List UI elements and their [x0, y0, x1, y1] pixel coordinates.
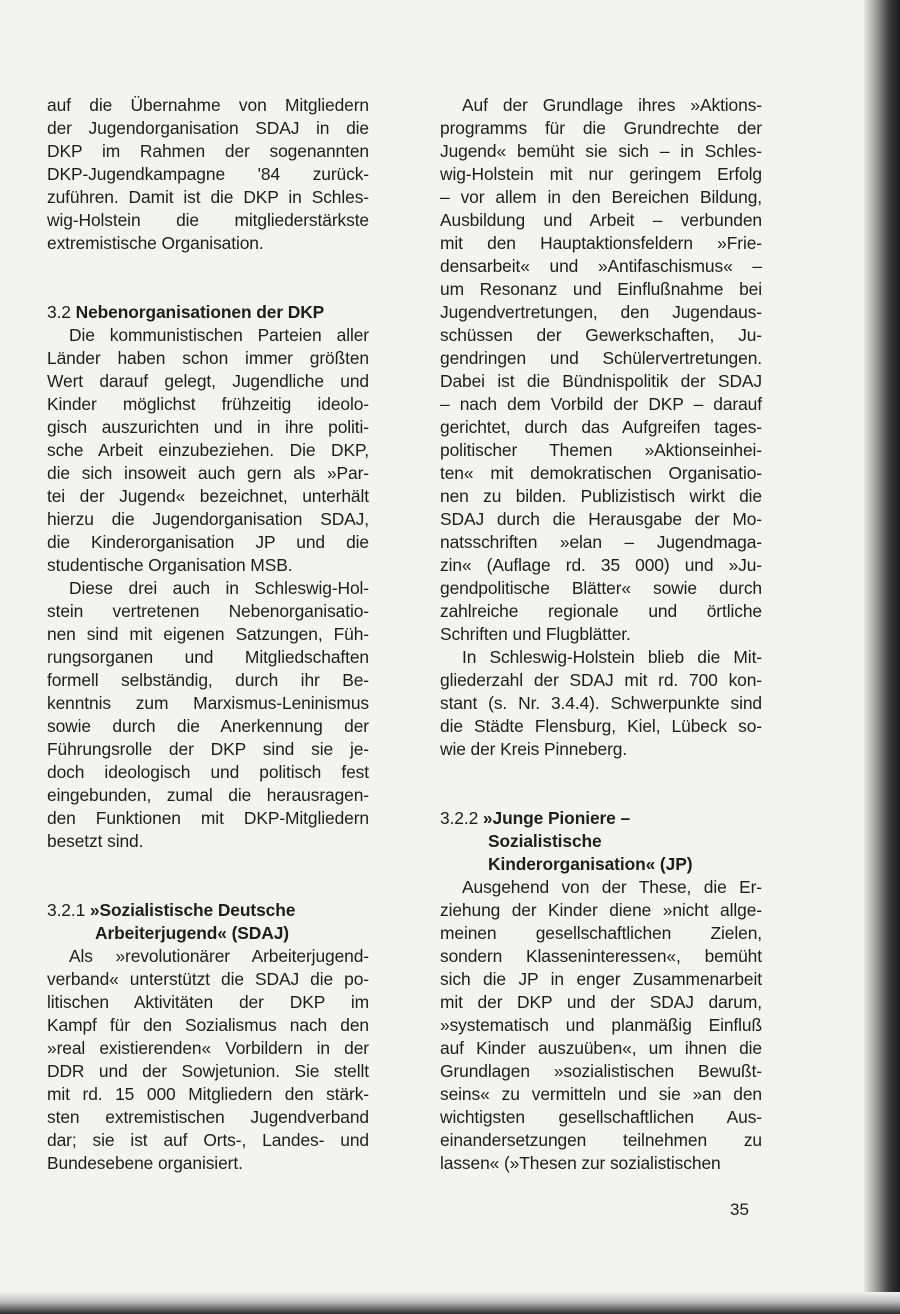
subsection-title-line-2: Arbeiterjugend« (SDAJ) [95, 923, 289, 943]
text-line: Länder haben schon immer größten [47, 348, 369, 368]
subsection-heading-jp [440, 807, 762, 876]
text-line: wig-Holstein mit nur geringem Erfolg [440, 164, 762, 184]
text-line: doch ideologisch und politisch fest [47, 762, 369, 782]
subsection-number: 3.2.1 [47, 900, 86, 920]
text-line: DKP-Jugendkampagne '84 zurück- [47, 164, 369, 184]
text-line: extremistische Organisation. [47, 233, 264, 253]
text-line: Die kommunistischen Parteien aller [69, 325, 369, 345]
text-line: formell selbständig, durch ihr Be- [47, 670, 369, 690]
text-line: Jugendvertretungen, den Jugendaus- [440, 302, 762, 322]
text-line: In Schleswig-Holstein blieb die Mit- [462, 647, 762, 667]
text-line: sche Arbeit einzubeziehen. Die DKP, [47, 440, 369, 460]
text-line: zahlreiche regionale und örtliche [440, 601, 762, 621]
text-line: stant (s. Nr. 3.4.4). Schwerpunkte sind [440, 693, 762, 713]
text-line: gendringen und Schülervertretungen. [440, 348, 762, 368]
text-line: auf die Übernahme von Mitgliedern [47, 95, 369, 115]
text-line: studentische Organisation MSB. [47, 555, 293, 575]
right-column [440, 94, 762, 1175]
text-line: sondern Klasseninteressen«, bemüht [440, 946, 762, 966]
text-line: – vor allem in den Bereichen Bildung, [440, 187, 762, 207]
text-line: den Funktionen mit DKP-Mitgliedern [47, 808, 369, 828]
text-line: Dabei ist die Bündnispolitik der SDAJ [440, 371, 762, 391]
text-line: schüssen der Gewerkschaften, Ju- [440, 325, 762, 345]
text-line: – nach dem Vorbild der DKP – darauf [440, 394, 762, 414]
page-number: 35 [730, 1200, 749, 1219]
text-line: zin« (Auflage rd. 35 000) und »Ju- [440, 555, 762, 575]
text-line: der Jugendorganisation SDAJ in die [47, 118, 369, 138]
text-line: SDAJ durch die Herausgabe der Mo- [440, 509, 762, 529]
text-line: Schriften und Flugblätter. [440, 624, 631, 644]
text-line: Ausgehend von der These, die Er- [462, 877, 762, 897]
text-line: verband« unterstützt die SDAJ die po- [47, 969, 369, 989]
left-column [47, 94, 369, 1175]
jp-paragraph [440, 876, 762, 1175]
text-line: Bundesebene organisiert. [47, 1153, 243, 1173]
text-line: densarbeit« und »Antifaschismus« – [440, 256, 762, 276]
text-line: politischer Themen »Aktionseinhei- [440, 440, 762, 460]
text-line: eingebunden, zumal die herausragen- [47, 785, 369, 805]
text-line: mit der DKP und der SDAJ darum, [440, 992, 762, 1012]
subsection-title-line-1: »Sozialistische Deutsche [89, 900, 296, 920]
text-line: gendpolitische Blätter« sowie durch [440, 578, 762, 598]
text-line: dar; sie ist auf Orts-, Landes- und [47, 1130, 369, 1150]
sdaj-continued-paragraph [440, 94, 762, 646]
text-line: die Städte Flensburg, Kiel, Lübeck so- [440, 716, 762, 736]
text-line: wig-Holstein die mitgliederstärkste [47, 210, 369, 230]
text-line: Wert darauf gelegt, Jugendliche und [47, 371, 369, 391]
text-line: meinen gesellschaftlichen Zielen, [440, 923, 762, 943]
text-line: zuführen. Damit ist die DKP in Schles- [47, 187, 369, 207]
text-line: Ausbildung und Arbeit – verbunden [440, 210, 762, 230]
text-line: gisch auszurichten und in ihre politi- [47, 417, 369, 437]
text-line: wichtigsten gesellschaftlichen Aus- [440, 1107, 762, 1127]
jp-title-line-2: Sozialistische [488, 831, 602, 851]
text-line: ziehung der Kinder diene »nicht allge- [440, 900, 762, 920]
sdaj-membership-paragraph [440, 646, 762, 761]
jp-title-line-3: Kinderorganisation« (JP) [488, 854, 693, 874]
text-line: stein vertretenen Nebenorganisatio- [47, 601, 369, 621]
text-line: »systematisch und planmäßig Einfluß [440, 1015, 762, 1035]
text-line: natsschriften »elan – Jugendmaga- [440, 532, 762, 552]
section-paragraph-1 [47, 324, 369, 577]
text-line: hierzu die Jugendorganisation SDAJ, [47, 509, 369, 529]
text-line: lassen« (»Thesen zur sozialistischen [440, 1153, 721, 1173]
page-binding-shadow-right [864, 0, 900, 1314]
section-number: 3.2 [47, 302, 71, 322]
section-heading [47, 301, 369, 324]
text-line: nen zu bilden. Publizistisch wirkt die [440, 486, 762, 506]
text-line: die Kinderorganisation JP und die [47, 532, 369, 552]
text-line: Grundlagen »sozialistischen Bewußt- [440, 1061, 762, 1081]
text-line: wie der Kreis Pinneberg. [440, 739, 628, 759]
subsection-heading-sdaj [47, 899, 369, 945]
text-line: gerichtet, durch das Aufgreifen tages- [440, 417, 762, 437]
text-line: kenntnis zum Marxismus-Leninismus [47, 693, 369, 713]
text-line: rungsorganen und Mitgliedschaften [47, 647, 369, 667]
text-line: Kampf für den Sozialismus nach den [47, 1015, 369, 1035]
section-title: Nebenorganisationen der DKP [75, 302, 325, 322]
text-line: mit rd. 15 000 Mitgliedern den stärk- [47, 1084, 369, 1104]
text-line: tei der Jugend« bezeichnet, unterhält [47, 486, 369, 506]
text-line: nen sind mit eigenen Satzungen, Füh- [47, 624, 369, 644]
text-line: Auf der Grundlage ihres »Aktions- [462, 95, 762, 115]
text-line: sich die JP in enger Zusammenarbeit [440, 969, 762, 989]
text-line: seins« zu vermitteln und sie »an den [440, 1084, 762, 1104]
text-line: ten« mit demokratischen Organisatio- [440, 463, 762, 483]
section-paragraph-2 [47, 577, 369, 853]
text-line: Als »revolutionärer Arbeiterjugend- [69, 946, 369, 966]
text-line: »real existierenden« Vorbildern in der [47, 1038, 369, 1058]
text-line: um Resonanz und Einflußnahme bei [440, 279, 762, 299]
text-line: auf Kinder auszuüben«, um ihnen die [440, 1038, 762, 1058]
text-line: Führungsrolle der DKP sind sie je- [47, 739, 369, 759]
text-line: Kinder möglichst frühzeitig ideolo- [47, 394, 369, 414]
text-line: besetzt sind. [47, 831, 144, 851]
text-line: Diese drei auch in Schleswig-Hol- [69, 578, 369, 598]
text-line: die sich insoweit auch gern als »Par- [47, 463, 369, 483]
intro-paragraph [47, 94, 369, 255]
text-line: sowie durch die Anerkennung der [47, 716, 369, 736]
jp-title-line-1: »Junge Pioniere – [482, 808, 631, 828]
text-line: einandersetzungen teilnehmen zu [440, 1130, 762, 1150]
text-line: gliederzahl der SDAJ mit rd. 700 kon- [440, 670, 762, 690]
text-line: sten extremistischen Jugendverband [47, 1107, 369, 1127]
subsection-number-jp: 3.2.2 [440, 808, 479, 828]
text-line: DDR und der Sowjetunion. Sie stellt [47, 1061, 369, 1081]
text-line: mit den Hauptaktionsfeldern »Frie- [440, 233, 762, 253]
text-line: litischen Aktivitäten der DKP im [47, 992, 369, 1012]
page-binding-shadow-bottom [0, 1292, 900, 1314]
text-line: programms für die Grundrechte der [440, 118, 762, 138]
text-line: Jugend« bemüht sie sich – in Schles- [440, 141, 762, 161]
text-line: DKP im Rahmen der sogenannten [47, 141, 369, 161]
sdaj-paragraph [47, 945, 369, 1175]
